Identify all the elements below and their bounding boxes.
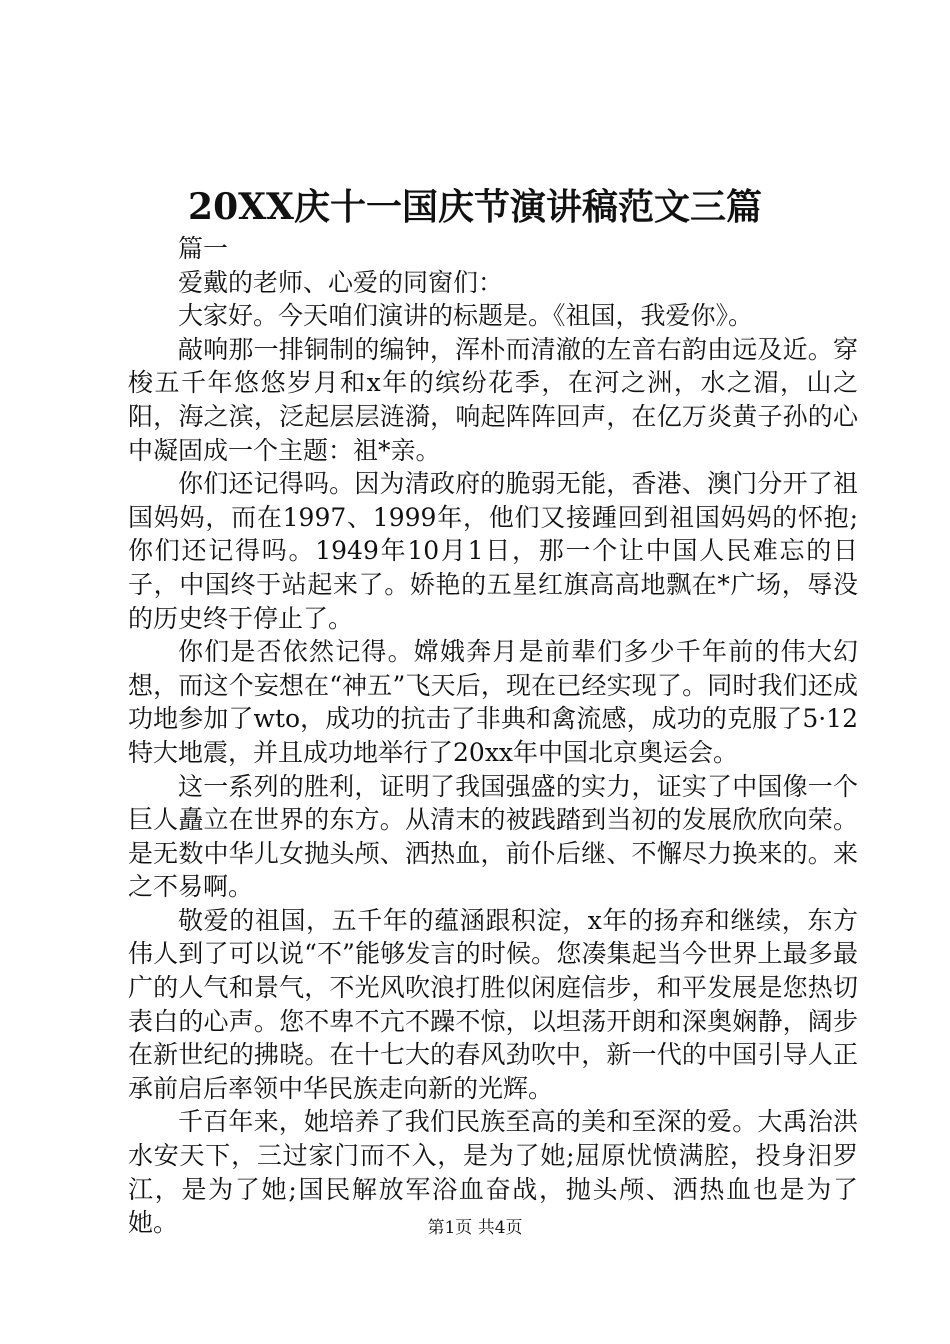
salutation: 爱戴的老师、心爱的同窗们： [178, 267, 504, 297]
paragraph: 你们是否依然记得。嫦娥奔月是前辈们多少千年前的伟大幻想，而这个妄想在“神五”飞天后，现在已经实现了。同时我们还成功地参加了wto，成功的抗击了非典和禽流感，成功的克服了5·12特大地震，并且成功地举行了20xx年中国北京奥运会。 [128, 637, 858, 767]
paragraph: 敬爱的祖国，五千年的蕴涵跟积淀，x年的扬弃和继续，东方伟人到了可以说“不”能够发言的时候。您凑集起当今世界上最多最广的人气和景气，不光风吹浪打胜似闲庭信步，和平发展是您热切表白的心声。您不卑不亢不躁不惊，以坦荡开朗和深奥娴静，阔步在新世纪的拂晓。在十七大的春风劲吹中，新一代的中国引导人正承前启后率领中华民族走向新的光辉。 [128, 905, 858, 1103]
page-footer: 第1页 共4页 [427, 1218, 523, 1238]
document-title: 20XX庆十一国庆节演讲稿范文三篇 [188, 186, 762, 228]
paragraph: 敲响那一排铜制的编钟，浑朴而清澈的左音右韵由远及近。穿梭五千年悠悠岁月和x年的缤纷花季，在河之洲，水之湄，山之阳，海之滨，泛起层层涟漪，响起阵阵回声，在亿万炎黄子孙的心中凝固成一个主题：祖*亲。 [128, 334, 858, 465]
paragraph: 这一系列的胜利，证明了我国强盛的实力，证实了中国像一个巨人矗立在世界的东方。从清末的被践踏到当初的发展欣欣向荣。是无数中华儿女抛头颅、洒热血，前仆后继、不懈尽力换来的。来之不易啊。 [128, 771, 858, 902]
paragraph: 大家好。今天咱们演讲的标题是。《祖国，我爱你》。 [178, 301, 754, 331]
document-body [128, 232, 858, 1240]
paragraph: 你们还记得吗。因为清政府的脆弱无能，香港、澳门分开了祖国妈妈，而在1997、1999年，他们又接踵回到祖国妈妈的怀抱;你们还记得吗。1949年10月1日，那一个让中国人民难忘的日子，中国终于站起来了。娇艳的五星红旗高高地飘在*广场，辱没的历史终于停止了。 [128, 469, 858, 633]
paragraph: 千百年来，她培养了我们民族至高的美和至深的爱。大禹治洪水安天下，三过家门而不入，是为了她;屈原忧愤满腔，投身汨罗江，是为了她;国民解放军浴血奋战，抛头颅、洒热血也是为了她。 [128, 1107, 858, 1238]
section-heading: 篇一 [178, 234, 229, 263]
